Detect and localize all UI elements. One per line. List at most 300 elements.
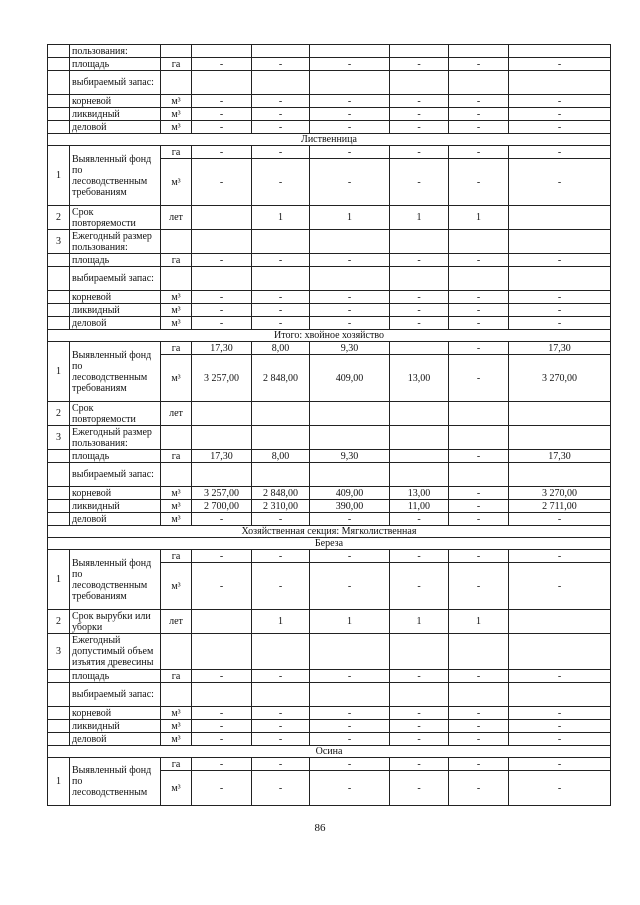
value-cell: -: [310, 707, 390, 720]
value-cell: -: [310, 291, 390, 304]
unit-cell: м³: [161, 733, 192, 746]
value-cell: [449, 267, 509, 291]
value-cell: -: [390, 550, 449, 563]
table-row: [48, 317, 611, 330]
value-cell: -: [310, 304, 390, 317]
section-title: Лиственница: [48, 134, 611, 146]
table-row: [48, 513, 611, 526]
value-cell: -: [390, 707, 449, 720]
unit-cell: м³: [161, 121, 192, 134]
value-cell: [192, 230, 252, 254]
section-row: [48, 526, 611, 538]
unit-cell: га: [161, 670, 192, 683]
table-row: [48, 426, 611, 450]
value-cell: [449, 683, 509, 707]
value-cell: -: [252, 58, 310, 71]
value-cell: [310, 267, 390, 291]
value-cell: 3 270,00: [509, 487, 611, 500]
value-cell: -: [390, 733, 449, 746]
table-row: [48, 230, 611, 254]
unit-cell: м³: [161, 108, 192, 121]
value-cell: [449, 463, 509, 487]
value-cell: -: [509, 733, 611, 746]
table-row: [48, 463, 611, 487]
table-row: [48, 610, 611, 634]
value-cell: -: [252, 733, 310, 746]
indicator-name-cell: площадь: [70, 450, 161, 463]
value-cell: [449, 634, 509, 670]
value-cell: -: [509, 254, 611, 267]
table-row: [48, 45, 611, 58]
table-row: [48, 733, 611, 746]
section-row: [48, 746, 611, 758]
indicator-name-cell: ликвидный: [70, 500, 161, 513]
value-cell: 1: [449, 610, 509, 634]
value-cell: [310, 45, 390, 58]
section-row: [48, 538, 611, 550]
value-cell: [390, 450, 449, 463]
unit-cell: [161, 634, 192, 670]
value-cell: [310, 634, 390, 670]
row-number-cell: [48, 254, 70, 267]
indicator-name-cell: Срок вырубки или уборки: [70, 610, 161, 634]
value-cell: 2 711,00: [509, 500, 611, 513]
value-cell: [509, 45, 611, 58]
value-cell: -: [449, 563, 509, 610]
value-cell: [509, 267, 611, 291]
value-cell: -: [509, 317, 611, 330]
value-cell: [509, 426, 611, 450]
row-number-cell: [48, 463, 70, 487]
unit-cell: [161, 683, 192, 707]
value-cell: 1: [252, 610, 310, 634]
value-cell: -: [509, 720, 611, 733]
indicator-name-cell: Срок повторяемости: [70, 402, 161, 426]
value-cell: [192, 634, 252, 670]
table-row: [48, 291, 611, 304]
value-cell: 17,30: [192, 450, 252, 463]
value-cell: 3 257,00: [192, 355, 252, 402]
indicator-name-cell: пользования:: [70, 45, 161, 58]
table-body: [48, 45, 611, 806]
row-number-cell: [48, 450, 70, 463]
value-cell: [390, 71, 449, 95]
value-cell: [449, 230, 509, 254]
row-number-cell: 2: [48, 610, 70, 634]
value-cell: -: [390, 95, 449, 108]
row-number-cell: [48, 304, 70, 317]
unit-cell: м³: [161, 707, 192, 720]
unit-cell: [161, 45, 192, 58]
value-cell: -: [449, 355, 509, 402]
value-cell: -: [310, 317, 390, 330]
indicator-name-cell: площадь: [70, 254, 161, 267]
value-cell: -: [509, 550, 611, 563]
table-row: [48, 58, 611, 71]
document-sheet: [47, 44, 610, 806]
value-cell: [252, 634, 310, 670]
table-row: [48, 304, 611, 317]
value-cell: -: [310, 95, 390, 108]
value-cell: 8,00: [252, 342, 310, 355]
unit-cell: м³: [161, 563, 192, 610]
section-title: Итого: хвойное хозяйство: [48, 330, 611, 342]
value-cell: -: [252, 758, 310, 771]
value-cell: 2 848,00: [252, 487, 310, 500]
value-cell: [192, 463, 252, 487]
unit-cell: м³: [161, 487, 192, 500]
value-cell: [449, 426, 509, 450]
value-cell: -: [509, 159, 611, 206]
indicator-name-cell: деловой: [70, 733, 161, 746]
unit-cell: лет: [161, 402, 192, 426]
value-cell: -: [449, 108, 509, 121]
value-cell: 17,30: [192, 342, 252, 355]
value-cell: -: [310, 121, 390, 134]
table-row: [48, 487, 611, 500]
value-cell: [449, 402, 509, 426]
value-cell: -: [390, 121, 449, 134]
row-number-cell: [48, 707, 70, 720]
unit-cell: лет: [161, 610, 192, 634]
value-cell: [509, 230, 611, 254]
value-cell: -: [310, 563, 390, 610]
value-cell: -: [449, 121, 509, 134]
row-number-cell: 3: [48, 426, 70, 450]
row-number-cell: 3: [48, 230, 70, 254]
indicator-name-cell: ликвидный: [70, 720, 161, 733]
value-cell: -: [509, 108, 611, 121]
value-cell: -: [192, 108, 252, 121]
indicator-name-cell: выбираемый запас:: [70, 683, 161, 707]
value-cell: -: [509, 95, 611, 108]
row-number-cell: [48, 513, 70, 526]
value-cell: -: [509, 707, 611, 720]
value-cell: -: [192, 95, 252, 108]
row-number-cell: 3: [48, 634, 70, 670]
value-cell: -: [192, 670, 252, 683]
unit-cell: га: [161, 450, 192, 463]
unit-cell: лет: [161, 206, 192, 230]
row-number-cell: [48, 45, 70, 58]
value-cell: -: [449, 95, 509, 108]
unit-cell: м³: [161, 95, 192, 108]
value-cell: 17,30: [509, 342, 611, 355]
value-cell: [509, 463, 611, 487]
indicator-name-cell: Выявленный фонд по лесоводственным: [70, 758, 161, 806]
unit-cell: [161, 267, 192, 291]
indicator-name-cell: корневой: [70, 291, 161, 304]
value-cell: -: [252, 707, 310, 720]
value-cell: -: [192, 707, 252, 720]
unit-cell: [161, 463, 192, 487]
table-row: [48, 342, 611, 355]
value-cell: [390, 402, 449, 426]
table-row: [48, 670, 611, 683]
value-cell: -: [449, 733, 509, 746]
value-cell: 1: [390, 206, 449, 230]
unit-cell: м³: [161, 291, 192, 304]
value-cell: -: [390, 563, 449, 610]
value-cell: 1: [310, 610, 390, 634]
value-cell: -: [449, 291, 509, 304]
unit-cell: га: [161, 550, 192, 563]
table-row: [48, 683, 611, 707]
indicator-name-cell: Ежегодный допустимый объем изъятия древесины: [70, 634, 161, 670]
value-cell: -: [449, 771, 509, 806]
value-cell: -: [192, 563, 252, 610]
value-cell: -: [390, 720, 449, 733]
value-cell: -: [390, 304, 449, 317]
indicator-name-cell: выбираемый запас:: [70, 71, 161, 95]
value-cell: -: [509, 513, 611, 526]
value-cell: -: [509, 771, 611, 806]
value-cell: [310, 71, 390, 95]
value-cell: [252, 402, 310, 426]
value-cell: [310, 463, 390, 487]
value-cell: -: [252, 513, 310, 526]
value-cell: -: [252, 720, 310, 733]
value-cell: -: [449, 720, 509, 733]
row-number-cell: [48, 95, 70, 108]
value-cell: 409,00: [310, 487, 390, 500]
value-cell: -: [390, 771, 449, 806]
value-cell: 9,30: [310, 342, 390, 355]
value-cell: -: [449, 58, 509, 71]
value-cell: 1: [390, 610, 449, 634]
value-cell: [252, 683, 310, 707]
unit-cell: га: [161, 58, 192, 71]
indicator-name-cell: Ежегодный размер пользования:: [70, 230, 161, 254]
section-row: [48, 134, 611, 146]
table-row: [48, 550, 611, 563]
value-cell: -: [390, 291, 449, 304]
value-cell: [310, 402, 390, 426]
value-cell: 13,00: [390, 355, 449, 402]
value-cell: -: [252, 121, 310, 134]
value-cell: -: [449, 304, 509, 317]
section-title: Береза: [48, 538, 611, 550]
value-cell: [192, 402, 252, 426]
unit-cell: м³: [161, 304, 192, 317]
value-cell: 2 310,00: [252, 500, 310, 513]
page-number: 86: [314, 822, 326, 834]
row-number-cell: [48, 317, 70, 330]
value-cell: [310, 230, 390, 254]
value-cell: -: [310, 771, 390, 806]
table-row: [48, 71, 611, 95]
indicator-name-cell: выбираемый запас:: [70, 463, 161, 487]
indicator-name-cell: площадь: [70, 670, 161, 683]
table-row: [48, 108, 611, 121]
value-cell: -: [449, 550, 509, 563]
value-cell: -: [252, 159, 310, 206]
value-cell: [252, 463, 310, 487]
row-number-cell: [48, 733, 70, 746]
table-row: [48, 402, 611, 426]
row-number-cell: 1: [48, 758, 70, 806]
value-cell: -: [449, 450, 509, 463]
unit-cell: [161, 71, 192, 95]
row-number-cell: [48, 487, 70, 500]
value-cell: -: [390, 758, 449, 771]
value-cell: 1: [310, 206, 390, 230]
value-cell: [390, 230, 449, 254]
table-row: [48, 254, 611, 267]
value-cell: [192, 206, 252, 230]
value-cell: [390, 634, 449, 670]
table-row: [48, 121, 611, 134]
value-cell: -: [390, 146, 449, 159]
indicator-name-cell: ликвидный: [70, 304, 161, 317]
value-cell: -: [310, 146, 390, 159]
value-cell: -: [192, 771, 252, 806]
value-cell: [310, 683, 390, 707]
value-cell: -: [509, 670, 611, 683]
indicator-name-cell: выбираемый запас:: [70, 267, 161, 291]
row-number-cell: 1: [48, 146, 70, 206]
value-cell: -: [509, 304, 611, 317]
value-cell: [390, 683, 449, 707]
value-cell: [390, 342, 449, 355]
value-cell: -: [252, 304, 310, 317]
value-cell: 13,00: [390, 487, 449, 500]
value-cell: -: [509, 291, 611, 304]
unit-cell: м³: [161, 159, 192, 206]
value-cell: -: [252, 771, 310, 806]
value-cell: -: [192, 550, 252, 563]
table-row: [48, 500, 611, 513]
value-cell: -: [310, 550, 390, 563]
value-cell: [192, 426, 252, 450]
value-cell: -: [310, 108, 390, 121]
value-cell: -: [252, 563, 310, 610]
row-number-cell: [48, 683, 70, 707]
value-cell: -: [390, 108, 449, 121]
value-cell: 2 848,00: [252, 355, 310, 402]
value-cell: -: [310, 758, 390, 771]
value-cell: [449, 71, 509, 95]
value-cell: [509, 402, 611, 426]
value-cell: -: [252, 550, 310, 563]
value-cell: -: [192, 58, 252, 71]
indicator-name-cell: Выявленный фонд по лесоводственным требованиям: [70, 146, 161, 206]
value-cell: [310, 426, 390, 450]
value-cell: [252, 426, 310, 450]
value-cell: [192, 683, 252, 707]
unit-cell: м³: [161, 771, 192, 806]
row-number-cell: [48, 121, 70, 134]
value-cell: -: [252, 254, 310, 267]
value-cell: 390,00: [310, 500, 390, 513]
value-cell: [192, 267, 252, 291]
value-cell: [192, 71, 252, 95]
unit-cell: га: [161, 254, 192, 267]
indicator-name-cell: Выявленный фонд по лесоводственным требованиям: [70, 550, 161, 610]
value-cell: -: [310, 720, 390, 733]
indicator-name-cell: Ежегодный размер пользования:: [70, 426, 161, 450]
value-cell: -: [192, 317, 252, 330]
value-cell: [390, 45, 449, 58]
value-cell: -: [449, 513, 509, 526]
value-cell: 17,30: [509, 450, 611, 463]
value-cell: 2 700,00: [192, 500, 252, 513]
row-number-cell: 1: [48, 550, 70, 610]
value-cell: -: [310, 254, 390, 267]
value-cell: 1: [449, 206, 509, 230]
section-row: [48, 330, 611, 342]
forest-use-table: [47, 44, 611, 806]
value-cell: -: [449, 146, 509, 159]
value-cell: -: [310, 159, 390, 206]
unit-cell: м³: [161, 355, 192, 402]
value-cell: -: [509, 146, 611, 159]
indicator-name-cell: деловой: [70, 121, 161, 134]
value-cell: -: [192, 121, 252, 134]
value-cell: -: [192, 758, 252, 771]
indicator-name-cell: корневой: [70, 707, 161, 720]
value-cell: 11,00: [390, 500, 449, 513]
table-row: [48, 206, 611, 230]
value-cell: 3 270,00: [509, 355, 611, 402]
unit-cell: га: [161, 146, 192, 159]
value-cell: 3 257,00: [192, 487, 252, 500]
value-cell: -: [390, 670, 449, 683]
row-number-cell: [48, 267, 70, 291]
value-cell: -: [192, 291, 252, 304]
unit-cell: м³: [161, 317, 192, 330]
value-cell: -: [390, 254, 449, 267]
row-number-cell: [48, 720, 70, 733]
value-cell: [252, 45, 310, 58]
value-cell: -: [252, 670, 310, 683]
table-row: [48, 450, 611, 463]
value-cell: [509, 634, 611, 670]
indicator-name-cell: площадь: [70, 58, 161, 71]
unit-cell: [161, 426, 192, 450]
value-cell: [192, 610, 252, 634]
value-cell: 8,00: [252, 450, 310, 463]
value-cell: -: [509, 121, 611, 134]
value-cell: -: [509, 563, 611, 610]
value-cell: -: [449, 670, 509, 683]
value-cell: [390, 426, 449, 450]
value-cell: -: [310, 513, 390, 526]
table-row: [48, 707, 611, 720]
unit-cell: м³: [161, 500, 192, 513]
value-cell: 409,00: [310, 355, 390, 402]
value-cell: [509, 71, 611, 95]
table-row: [48, 758, 611, 771]
value-cell: -: [449, 707, 509, 720]
value-cell: -: [449, 758, 509, 771]
row-number-cell: 2: [48, 206, 70, 230]
value-cell: [509, 206, 611, 230]
value-cell: -: [252, 146, 310, 159]
unit-cell: га: [161, 758, 192, 771]
value-cell: -: [390, 159, 449, 206]
value-cell: 9,30: [310, 450, 390, 463]
row-number-cell: [48, 108, 70, 121]
unit-cell: га: [161, 342, 192, 355]
table-row: [48, 95, 611, 108]
indicator-name-cell: Выявленный фонд по лесоводственным требованиям: [70, 342, 161, 402]
value-cell: -: [509, 758, 611, 771]
row-number-cell: [48, 291, 70, 304]
value-cell: [252, 230, 310, 254]
value-cell: -: [390, 58, 449, 71]
value-cell: -: [192, 159, 252, 206]
